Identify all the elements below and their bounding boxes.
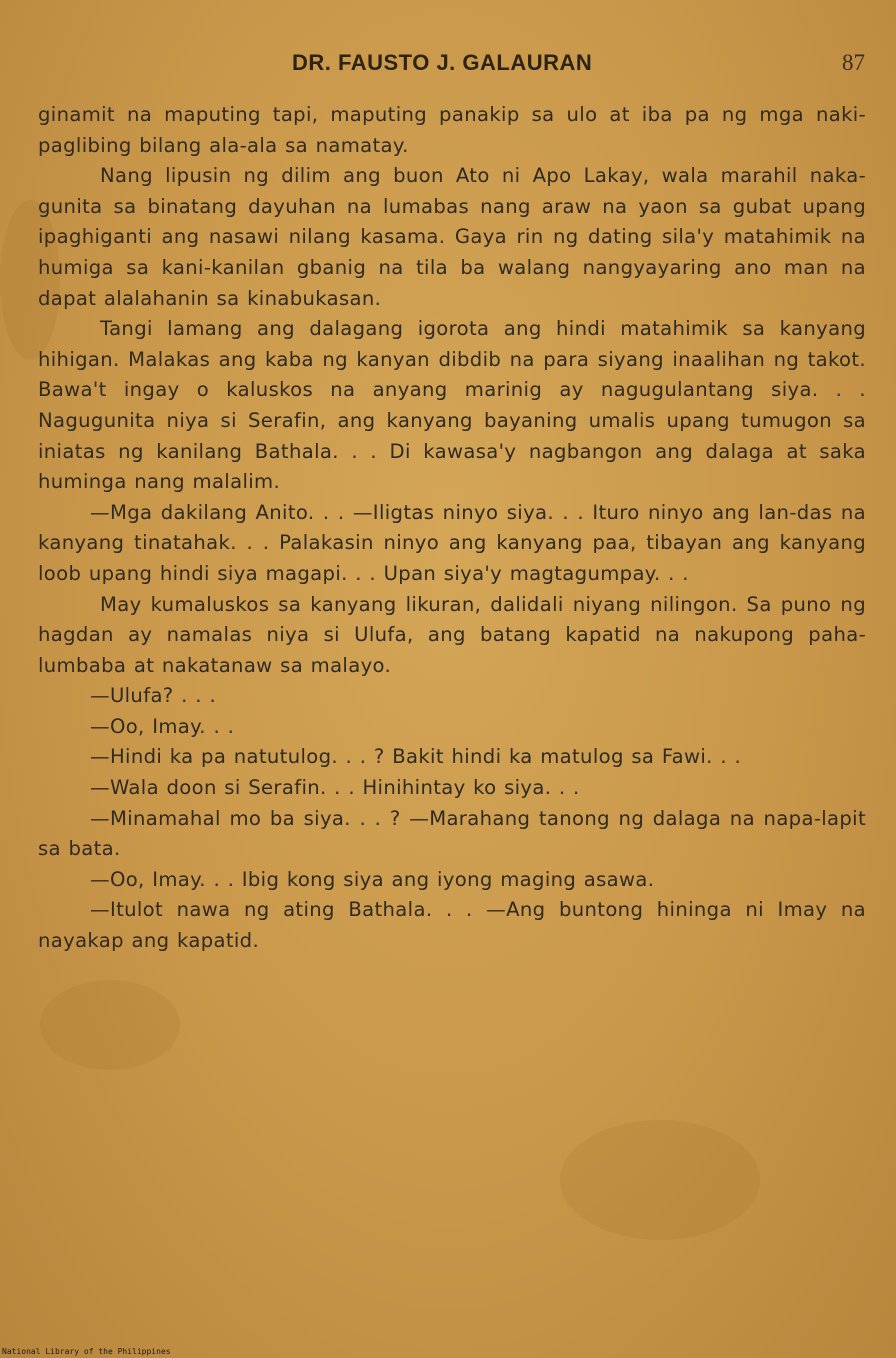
dialogue-line: —Wala doon si Serafin. . . Hinihintay ko siya. . . [90, 776, 580, 800]
dialogue-line: —Minamahal mo ba siya. . . ? —Marahang tanong ng dalaga na napa-lapit sa bata. [38, 806, 866, 861]
running-title: DR. FAUSTO J. GALAURAN [292, 50, 593, 75]
dialogue-line: —Hindi ka pa natutulog. . . ? Bakit hindi ka matulog sa Fawi. . . [90, 745, 742, 769]
dialogue-line: —Oo, Imay. . . Ibig kong siya ang iyong maging asawa. [90, 867, 655, 891]
paragraph: Tangi lamang ang dalagang igorota ang hindi matahimik sa kanyang hihigan. Malakas ang kaba ng kanyan dibdib na para siyang inaalihan ng takot. Bawa't ingay o kaluskos na anyang marinig ay nagugulantang siya. . . Nagugunita niya si Serafin, ang kanyang bayaning umalis upang tumugon sa iniatas ng kanilang Bathala. . . Di kawasa'y nagbangon ang dalaga at saka huminga nang malalim. [38, 317, 866, 494]
library-credit: National Library of the Philippines [2, 1347, 171, 1356]
dialogue-line: —Oo, Imay. . . [90, 714, 235, 738]
dialogue-line: —Mga dakilang Anito. . . —Iligtas ninyo siya. . . Ituro ninyo ang lan-das na kanyang tinatahak. . . Palakasin ninyo ang kanyang paa, tibayan ang kanyang loob upang hindi siya magapi. . . Upan siya'y magtagumpay. . . [38, 500, 866, 585]
paragraph: May kumaluskos sa kanyang likuran, dalidali niyang nilingon. Sa puno ng hagdan ay namalas niya si Ulufa, ang batang kapatid na nakupong paha-lumbaba at nakatanaw sa malayo. [38, 592, 866, 677]
paper-stain [40, 980, 180, 1070]
paper-stain [560, 1120, 760, 1240]
page-header [0, 48, 896, 80]
dialogue-line: —Ulufa? . . . [90, 684, 217, 708]
paragraph-continuation: ginamit na maputing tapi, maputing panakip sa ulo at iba pa ng mga naki-paglibing bilang ala-ala sa namatay. [38, 103, 866, 157]
paragraph: Nang lipusin ng dilim ang buon Ato ni Apo Lakay, wala marahil naka-gunita sa binatang dayuhan na lumabas nang araw na yaon sa gubat upang ipaghiganti ang nasawi nilang kasama. Gaya rin ng dating sila'y matahimik na humiga sa kani-kanilan gbanig na tila ba walang nangyayaring ano man na dapat alalahanin sa kinabukasan. [38, 164, 866, 310]
page-number: 87 [842, 50, 865, 75]
body-text [38, 100, 866, 957]
dialogue-line: —Itulot nawa ng ating Bathala. . . —Ang buntong hininga ni Imay na nayakap ang kapatid. [38, 898, 866, 953]
